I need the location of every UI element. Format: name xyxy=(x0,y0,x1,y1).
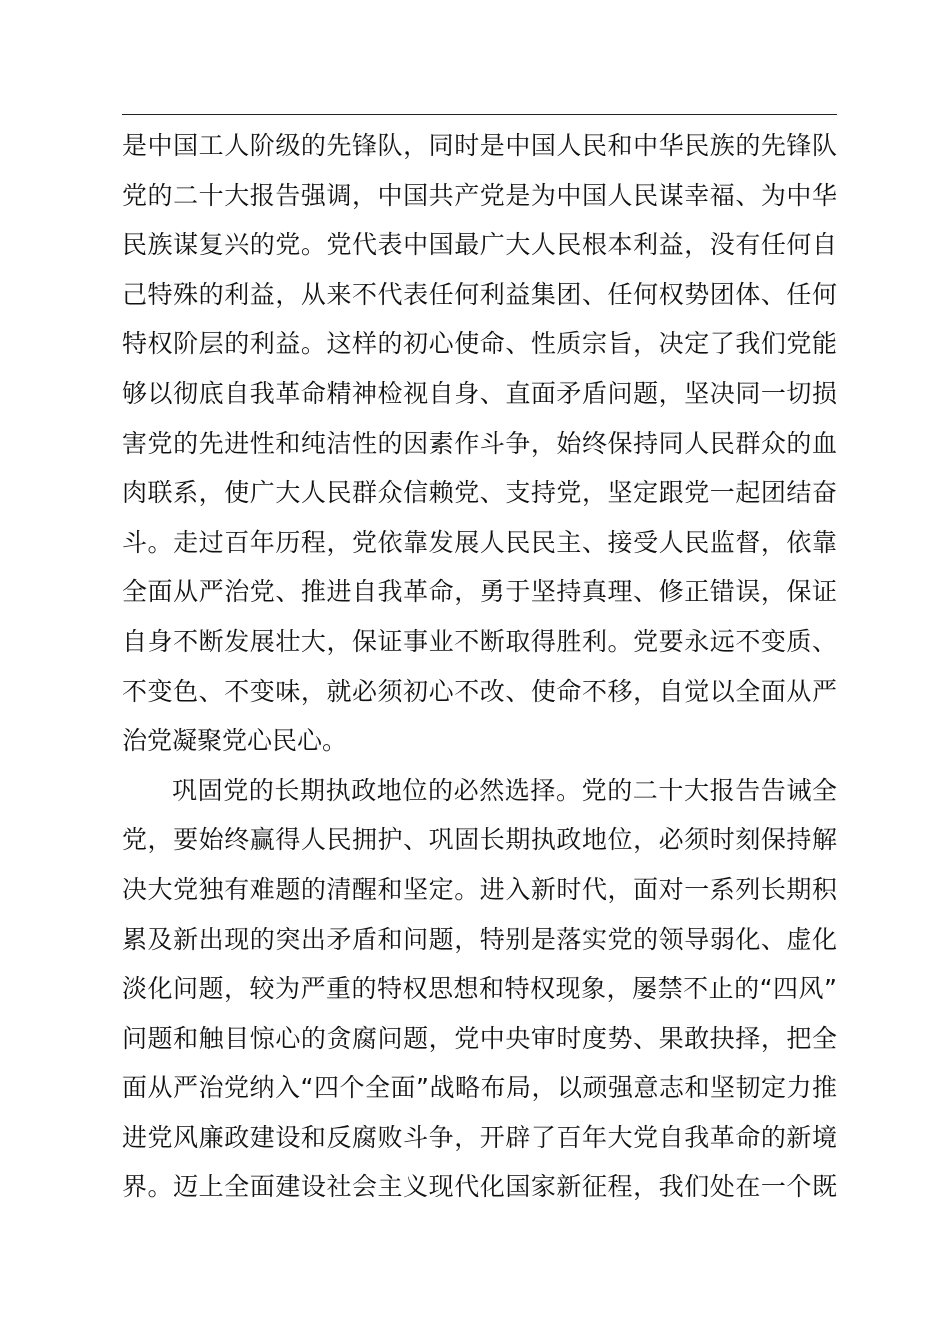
text-line: 够以彻底自我革命精神检视自身、直面矛盾问题，坚决同一切损 xyxy=(122,378,837,408)
header-rule xyxy=(122,114,837,115)
text-line: 治党凝聚党心民心。 xyxy=(122,726,348,756)
text-line: 全面从严治党、推进自我革命，勇于坚持真理、修正错误，保证 xyxy=(122,577,837,607)
text-line: 党，要始终赢得人民拥护、巩固长期执政地位，必须时刻保持解 xyxy=(122,825,837,855)
paragraph-start-line: 巩固党的长期执政地位的必然选择。党的二十大报告告诫全 xyxy=(172,775,837,805)
text-line: 进党风廉政建设和反腐败斗争，开辟了百年大党自我革命的新境 xyxy=(122,1122,837,1152)
text-line: 决大党独有难题的清醒和坚定。进入新时代，面对一系列长期积 xyxy=(122,874,837,904)
text-line: 淡化问题，较为严重的特权思想和特权现象，屡禁不止的“四风” xyxy=(122,974,837,1004)
text-line: 累及新出现的突出矛盾和问题，特别是落实党的领导弱化、虚化 xyxy=(122,924,837,954)
text-line: 是中国工人阶级的先锋队，同时是中国人民和中华民族的先锋队 xyxy=(122,131,837,160)
text-line: 问题和触目惊心的贪腐问题，党中央审时度势、果敢抉择，把全 xyxy=(122,1023,837,1053)
text-line: 特权阶层的利益。这样的初心使命、性质宗旨，决定了我们党能 xyxy=(122,329,837,359)
text-line: 党的二十大报告强调，中国共产党是为中国人民谋幸福、为中华 xyxy=(122,180,837,210)
text-line: 面从严治党纳入“四个全面”战略布局，以顽强意志和坚韧定力推 xyxy=(122,1073,837,1103)
text-line: 害党的先进性和纯洁性的因素作斗争，始终保持同人民群众的血 xyxy=(122,428,837,458)
text-line: 己特殊的利益，从来不代表任何利益集团、任何权势团体、任何 xyxy=(122,279,837,309)
text-line: 不变色、不变味，就必须初心不改、使命不移，自觉以全面从严 xyxy=(122,676,837,706)
text-line: 界。迈上全面建设社会主义现代化国家新征程，我们处在一个既 xyxy=(122,1172,837,1202)
text-line: 斗。走过百年历程，党依靠发展人民民主、接受人民监督，依靠 xyxy=(122,527,837,557)
body-text xyxy=(122,121,837,1212)
text-line: 自身不断发展壮大，保证事业不断取得胜利。党要永远不变质、 xyxy=(122,626,837,656)
text-line: 肉联系，使广大人民群众信赖党、支持党，坚定跟党一起团结奋 xyxy=(122,478,837,508)
text-line: 民族谋复兴的党。党代表中国最广大人民根本利益，没有任何自 xyxy=(122,230,837,260)
